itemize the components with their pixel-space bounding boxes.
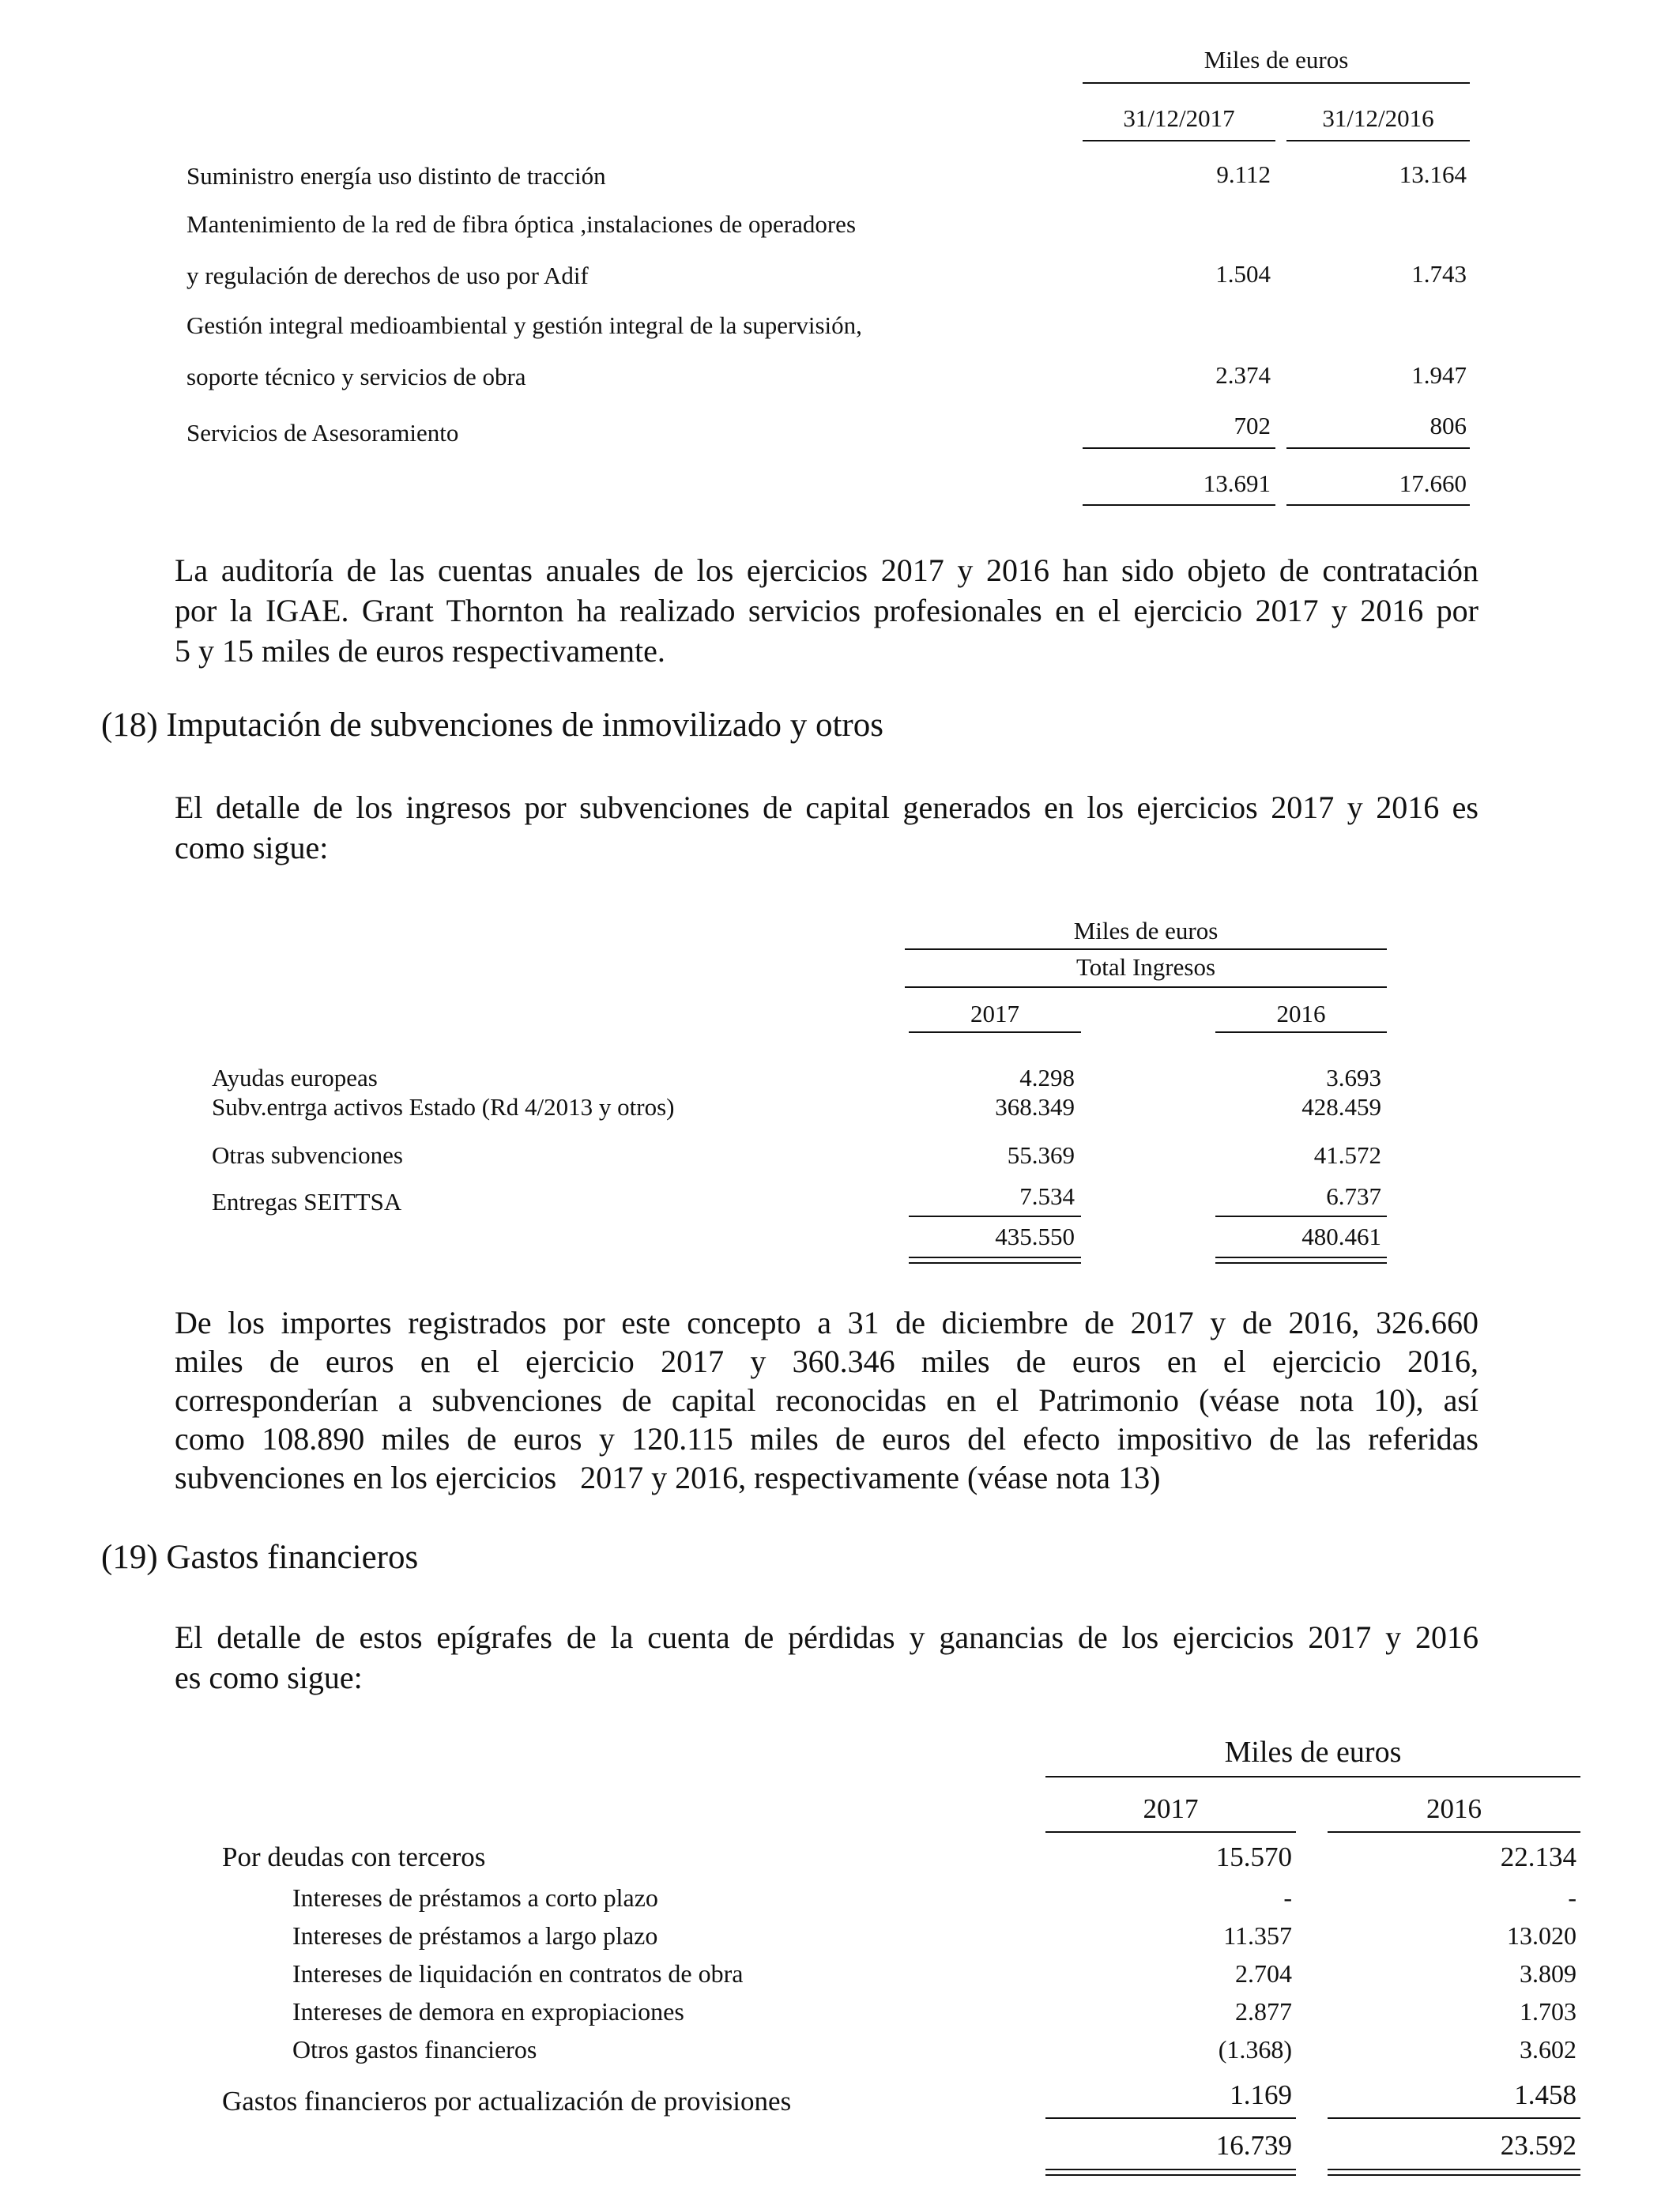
table1-total-2016: 17.660 <box>1399 469 1467 497</box>
table2-sub-header: Total Ingresos <box>1075 953 1216 981</box>
table1-row-label-line1: Gestión integral medioambiental y gestión integral de la supervisión, <box>186 311 862 339</box>
paragraph-line: corresponderían a subvenciones de capital reconocidas en el Patrimonio (véase nota 10), así <box>175 1382 1478 1418</box>
divider <box>1045 2117 1296 2119</box>
table3-sub-2017: 11.357 <box>1223 1921 1292 1950</box>
divider <box>1083 447 1275 449</box>
table2-col-2016: 2016 <box>1276 1000 1326 1027</box>
table3-main-label: Por deudas con terceros <box>222 1842 486 1872</box>
divider <box>1286 140 1470 141</box>
table3-sub-label: Intereses de préstamos a corto plazo <box>292 1883 658 1912</box>
divider <box>1045 1831 1296 1833</box>
subsidies-paragraph <box>175 1303 1478 1497</box>
table3-main-2016: 22.134 <box>1500 1842 1576 1872</box>
table1-value-2016: 806 <box>1430 412 1467 439</box>
paragraph-line: miles de euros en el ejercicio 2017 y 360.346 miles de euros en el ejercicio 2016, <box>175 1344 1478 1379</box>
paragraph-line: como 108.890 miles de euros y 120.115 miles de euros del efecto impositivo de las referidas <box>175 1421 1478 1457</box>
table3-provision-label: Gastos financieros por actualización de provisiones <box>222 2086 792 2117</box>
table2-total-2017: 435.550 <box>995 1223 1075 1250</box>
double-divider <box>909 1257 1081 1264</box>
table3-sub-label: Intereses de préstamos a largo plazo <box>292 1921 658 1950</box>
table3-provision-2016: 1.458 <box>1514 2079 1576 2110</box>
table2-row-label: Otras subvenciones <box>212 1141 403 1169</box>
table1-value-2016: 13.164 <box>1399 160 1467 188</box>
table2-row-label: Subv.entrga activos Estado (Rd 4/2013 y otros) <box>212 1093 675 1121</box>
table2-value-2016: 6.737 <box>1326 1182 1381 1210</box>
double-divider <box>1328 2169 1580 2176</box>
table1-row-label: Servicios de Asesoramiento <box>186 419 459 447</box>
divider <box>1083 140 1275 141</box>
table1-unit-header: Miles de euros <box>1203 46 1349 74</box>
divider <box>1328 1831 1580 1833</box>
section-18-heading: (18) Imputación de subvenciones de inmovilizado y otros <box>101 707 883 744</box>
table1-row-label: y regulación de derechos de uso por Adif <box>186 262 589 289</box>
divider <box>909 1031 1081 1033</box>
table2-row-label: Ayudas europeas <box>212 1064 378 1091</box>
section-19-heading: (19) Gastos financieros <box>101 1539 419 1576</box>
table2-value-2016: 41.572 <box>1313 1141 1381 1169</box>
table3-sub-2016: 3.602 <box>1520 2035 1576 2064</box>
table1-col-2017: 31/12/2017 <box>1123 104 1235 132</box>
table1-value-2017: 2.374 <box>1215 361 1271 389</box>
section-18-intro <box>175 787 1478 868</box>
divider <box>905 948 1387 950</box>
table3-sub-2017: - <box>1283 1883 1292 1912</box>
double-divider <box>1215 1257 1387 1264</box>
table1-row-label: Suministro energía uso distinto de tracción <box>186 162 606 190</box>
paragraph-line: La auditoría de las cuentas anuales de los ejercicios 2017 y 2016 han sido objeto de contratación <box>175 552 1478 588</box>
table2-total-2016: 480.461 <box>1301 1223 1381 1250</box>
table2-value-2017: 4.298 <box>1019 1064 1075 1091</box>
table3-main-2017: 15.570 <box>1215 1842 1292 1872</box>
table1-row-label-line1: Mantenimiento de la red de fibra óptica ,instalaciones de operadores <box>186 210 857 238</box>
table3-sub-2017: 2.704 <box>1235 1959 1292 1988</box>
paragraph-line: es como sigue: <box>175 1660 363 1695</box>
divider <box>1083 82 1470 84</box>
table2-value-2017: 55.369 <box>1007 1141 1075 1169</box>
table3-unit-header: Miles de euros <box>1224 1736 1402 1769</box>
table1-value-2016: 1.947 <box>1411 361 1467 389</box>
paragraph-line: De los importes registrados por este concepto a 31 de diciembre de 2017 y de 2016, 326.660 <box>175 1305 1478 1340</box>
audit-paragraph <box>175 550 1478 671</box>
table1-value-2016: 1.743 <box>1411 260 1467 288</box>
divider <box>1286 447 1470 449</box>
table2-value-2016: 3.693 <box>1326 1064 1381 1091</box>
table1-value-2017: 702 <box>1234 412 1271 439</box>
table3-provision-2017: 1.169 <box>1230 2079 1292 2110</box>
divider <box>1045 1776 1580 1777</box>
table3-total-2017: 16.739 <box>1215 2130 1292 2161</box>
table2-row-label: Entregas SEITTSA <box>212 1188 402 1216</box>
paragraph-line: El detalle de los ingresos por subvenciones de capital generados en los ejercicios 2017 y 2016 es <box>175 790 1478 825</box>
table1-col-2016: 31/12/2016 <box>1322 104 1434 132</box>
table3-sub-label: Otros gastos financieros <box>292 2035 537 2064</box>
table3-sub-label: Intereses de demora en expropiaciones <box>292 1997 684 2026</box>
table3-sub-2016: 3.809 <box>1520 1959 1576 1988</box>
divider <box>1286 504 1470 506</box>
double-divider <box>1045 2169 1296 2176</box>
divider <box>1215 1031 1387 1033</box>
divider <box>909 1216 1081 1217</box>
paragraph-line: El detalle de estos epígrafes de la cuenta de pérdidas y ganancias de los ejercicios 2017 y 2016 <box>175 1619 1478 1655</box>
table3-col-2017: 2017 <box>1143 1793 1199 1824</box>
paragraph-line: subvenciones en los ejercicios 2017 y 2016, respectivamente (véase nota 13) <box>175 1460 1161 1495</box>
table3-sub-2017: (1.368) <box>1218 2035 1292 2064</box>
table1-value-2017: 1.504 <box>1215 260 1271 288</box>
table3-sub-2016: 1.703 <box>1520 1997 1576 2026</box>
section-19-intro <box>175 1617 1478 1698</box>
table1-row-label: soporte técnico y servicios de obra <box>186 363 526 390</box>
table2-value-2016: 428.459 <box>1301 1093 1381 1121</box>
divider <box>905 986 1387 988</box>
paragraph-line: por la IGAE. Grant Thornton ha realizado servicios profesionales en el ejercicio 2017 y 2016 por <box>175 593 1478 628</box>
table1-value-2017: 9.112 <box>1216 160 1271 188</box>
table3-sub-2016: - <box>1568 1883 1576 1912</box>
divider <box>1328 2117 1580 2119</box>
divider <box>1215 1216 1387 1217</box>
divider <box>1083 504 1275 506</box>
table3-sub-label: Intereses de liquidación en contratos de obra <box>292 1959 744 1988</box>
table3-sub-2017: 2.877 <box>1235 1997 1292 2026</box>
paragraph-line: 5 y 15 miles de euros respectivamente. <box>175 633 665 669</box>
table2-unit-header: Miles de euros <box>1073 917 1219 944</box>
table3-sub-2016: 13.020 <box>1507 1921 1576 1950</box>
paragraph-line: como sigue: <box>175 830 329 865</box>
table2-value-2017: 7.534 <box>1019 1182 1075 1210</box>
table3-col-2016: 2016 <box>1426 1793 1482 1824</box>
table1-total-2017: 13.691 <box>1203 469 1271 497</box>
table2-value-2017: 368.349 <box>995 1093 1075 1121</box>
table3-total-2016: 23.592 <box>1500 2130 1576 2161</box>
table2-col-2017: 2017 <box>970 1000 1019 1027</box>
